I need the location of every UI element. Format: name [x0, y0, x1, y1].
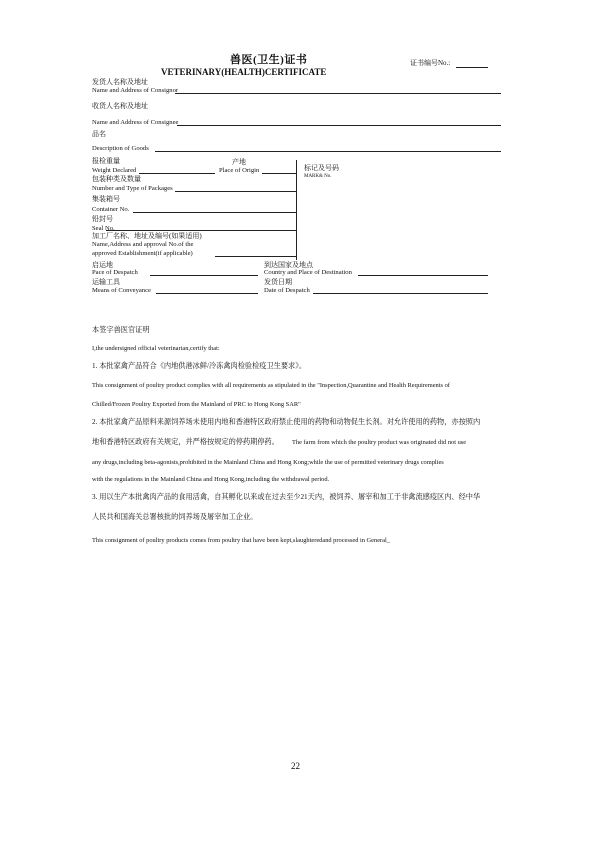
item3-en: This consignment of poultry products comes from poultry that have been kept,slaughteredand processed in General_: [92, 537, 390, 544]
despatch-date-label-en: Date of Despatch: [264, 287, 310, 294]
consignor-label-zh: 发货人名称及地址: [92, 78, 148, 86]
establishment-label-en2: approved Establishment(if applicable): [92, 250, 193, 257]
establishment-line: [215, 256, 296, 257]
certification-heading: 本签字兽医官证明: [92, 326, 150, 334]
item2-en-line4: with the regulations in the Mainland China and Hong Kong,including the withdrawal period.: [92, 476, 330, 483]
container-label-zh: 集装箱号: [92, 195, 120, 203]
destination-label-zh: 到达国家及地点: [264, 261, 313, 269]
consignor-label-en: Name and Address of Consignor: [92, 87, 179, 94]
packages-label-zh: 包装种类及数量: [92, 175, 141, 183]
consignee-label-zh: 收货人名称及地址: [92, 102, 148, 110]
item1-en-line2: Chilled/Frozen Poultry Exported from the Mainland of PRC to Hong Kong SAR": [92, 401, 301, 408]
consignee-label-en: Name and Address of Consignee: [92, 119, 179, 126]
seal-line: [106, 230, 296, 231]
item2-en-line3: any drugs,including beta-agonists,prohibited in the Mainland China and Hong Kong;while the use of permitted veterinary drugs complies: [92, 459, 444, 466]
item1-zh: 1. 本批家禽产品符合《内地供港冰鲜/冷冻禽肉检验检疫卫生要求》。: [92, 362, 307, 370]
consignor-line: [175, 93, 501, 94]
establishment-label-zh: 加工厂名称、地址及编号(如果适用): [92, 232, 202, 240]
page-number: 22: [291, 761, 300, 771]
item3-zh-line2: 人民共和国海关总署核批的饲养场及屠宰加工企业。: [92, 513, 258, 521]
consignee-line: [177, 125, 501, 126]
item2-zh-line1: 2. 本批家禽产品原料来源饲养场未使用内地和香港特区政府禁止使用的药物和动物促生长剂。对允许使用的药物，亦按照内: [92, 418, 481, 426]
packages-line: [175, 191, 296, 192]
establishment-label-en1: Name,Address and approval No.of the: [92, 241, 194, 248]
marks-divider: [296, 160, 297, 260]
despatch-place-label-en: Pace of Despatch: [92, 269, 138, 276]
marks-label-en: MARK& No.: [304, 174, 332, 179]
item2-zh-line2: 地和香港特区政府有关规定，并严格按规定的停药期停药。: [92, 438, 279, 446]
despatch-date-line: [313, 293, 488, 294]
certification-intro: I,the undersigned official veterinarian,certify that:: [92, 345, 220, 352]
conveyance-line: [156, 293, 258, 294]
seal-label-zh: 铅封号: [92, 215, 113, 223]
conveyance-label-zh: 运输工具: [92, 278, 120, 286]
container-label-en: Container No.: [92, 206, 130, 213]
item3-zh-line1: 3. 用以生产本批禽肉产品的食用活禽，自其孵化以来或在过去至少21天内，被饲养、屠宰和加工于非禽流感疫区内、经中华: [92, 493, 481, 501]
goods-label-zh: 品名: [92, 130, 106, 138]
packages-label-en: Number and Type of Packages: [92, 185, 173, 192]
destination-line: [358, 275, 488, 276]
destination-label-en: Country and Place of Destination: [264, 269, 352, 276]
item2-en-line2: The farm from which the poultry product was originated did not use: [292, 439, 467, 446]
weight-label-zh: 报检重量: [92, 157, 120, 165]
weight-line: [139, 173, 215, 174]
seal-label-en: Seal No.: [92, 225, 115, 232]
title-english: VETERINARY(HEALTH)CERTIFICATE: [161, 67, 327, 77]
container-line: [133, 212, 296, 213]
despatch-date-label-zh: 发货日期: [264, 278, 292, 286]
conveyance-label-en: Means of Conveyance: [92, 287, 151, 294]
goods-line: [155, 151, 501, 152]
origin-label-zh: 产地: [232, 158, 246, 166]
cert-no-line: [456, 67, 488, 68]
weight-label-en: Weight Declared: [92, 167, 137, 174]
cert-no-label: 证书编号No.:: [410, 59, 451, 67]
marks-label-zh: 标记及号码: [304, 164, 339, 172]
item1-en-line1: This consignment of poultry product complies with all requirements as stipulated in the "Inspection,Quarantine and Health Requirements of: [92, 382, 450, 389]
origin-label-en: Place of Origin: [219, 167, 260, 174]
despatch-place-line: [150, 275, 258, 276]
origin-line: [262, 173, 296, 174]
title-chinese: 兽医(卫生)证书: [230, 54, 308, 66]
goods-label-en: Description of Goods: [92, 145, 149, 152]
despatch-place-label-zh: 启运地: [92, 261, 113, 269]
